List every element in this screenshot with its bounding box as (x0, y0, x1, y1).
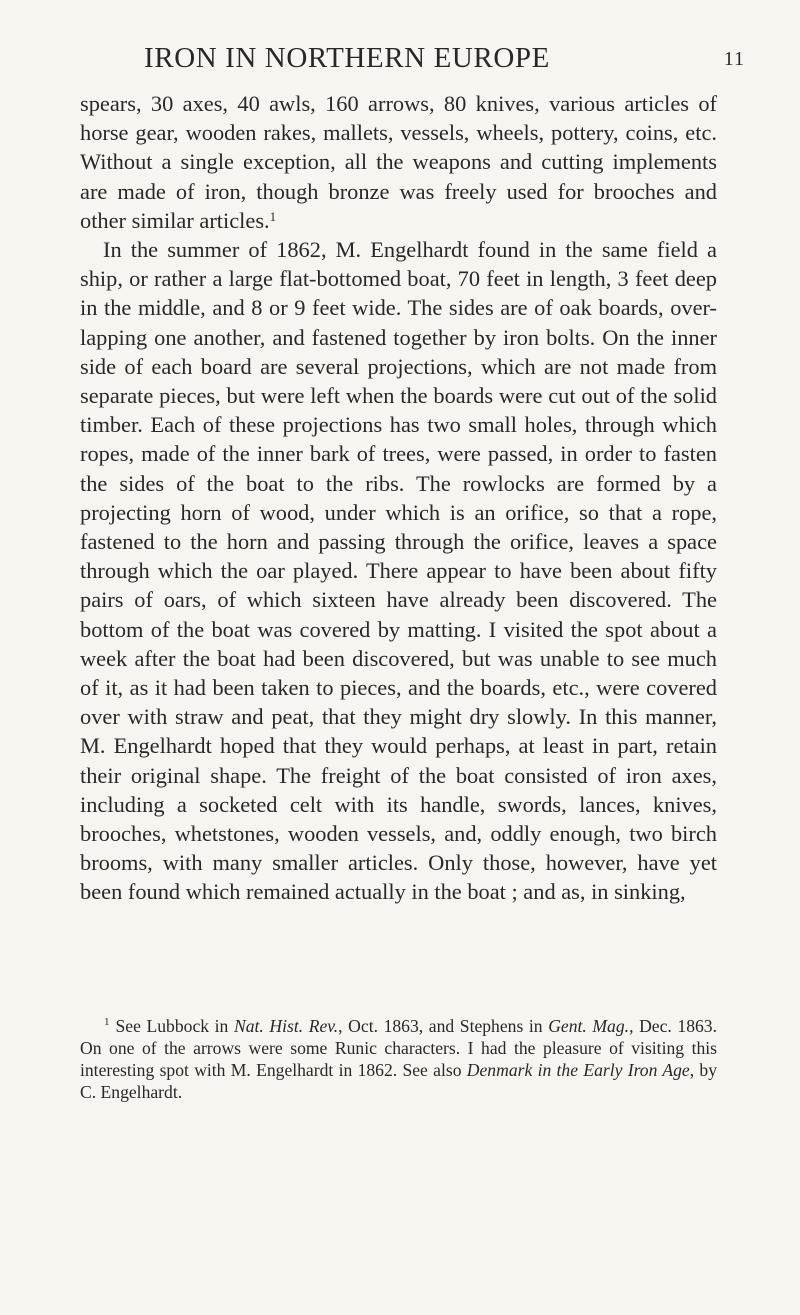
footnote-text-3: , Dec. 1863. On one of the arrows were some Runic characters. I had the pleasure of visiting this interesting spot with M. Engelhardt in 1862. See also (80, 1016, 717, 1080)
footnote-reference: 1 (269, 208, 277, 224)
page-number: 11 (723, 48, 745, 70)
paragraph-2: In the summer of 1862, M. Engelhardt found in the same field a ship, or rather a large flat-bottomed boat, 70 feet in length, 3 feet deep in the middle, and 8 or 9 feet wide. The sides are of oak boards, over-lapping one another, and fastened together by iron bolts. On the inner side of each board are several projections, which are not made from separate pieces, but were left when the boards were cut out of the solid timber. Each of these projections has two small holes, through which ropes, made of the inner bark of trees, were passed, in order to fasten the sides of the boat to the ribs. The rowlocks are formed by a projecting horn of wood, under which is an orifice, so that a rope, fastened to the horn and passing through the orifice, leaves a space through which the oar played. There appear to have been about fifty pairs of oars, of which sixteen have already been discovered. The bottom of the boat was covered by matting. I visited the spot about a week after the boat had been discovered, but was unable to see much of it, as it had been taken to pieces, and the boards, etc., were covered over with straw and peat, that they might dry slowly. In this manner, M. Engelhardt hoped that they would perhaps, at least in part, retain their original shape. The freight of the boat consisted of iron axes, including a socketed celt with its handle, swords, lances, knives, brooches, whetstones, wooden vessels, and, oddly enough, two birch brooms, with many smaller articles. Only those, however, have yet been found which remained actually in the boat ; and as, in sinking, (80, 237, 717, 905)
footnote-citation-2: Gent. Mag. (548, 1016, 630, 1036)
body-text (80, 89, 717, 907)
running-head (0, 42, 800, 82)
footnote-citation-1: Nat. Hist. Rev. (233, 1016, 339, 1036)
footnote-text-4: , by C. Engelhardt. (80, 1060, 717, 1102)
paragraph-1-text: spears, 30 axes, 40 awls, 160 arrows, 80 knives, various articles of horse gear, wooden rakes, mallets, vessels, wheels, pottery, coins, etc. Without a single exception, all the weapons and cutting implements are made of iron, though bronze was freely used for brooches and other similar articles. (80, 91, 717, 233)
footnote-text-2: , Oct. 1863, and Stephens in (338, 1016, 549, 1036)
footnote-citation-3: Denmark in the Early Iron Age (466, 1060, 690, 1080)
running-head-title: IRON IN NORTHERN EUROPE (144, 42, 550, 74)
paragraph-1 (80, 89, 717, 235)
footnote-text-1: See Lubbock in (115, 1016, 234, 1036)
footnote-number: 1 (104, 1016, 110, 1029)
footnote (80, 1015, 717, 1103)
